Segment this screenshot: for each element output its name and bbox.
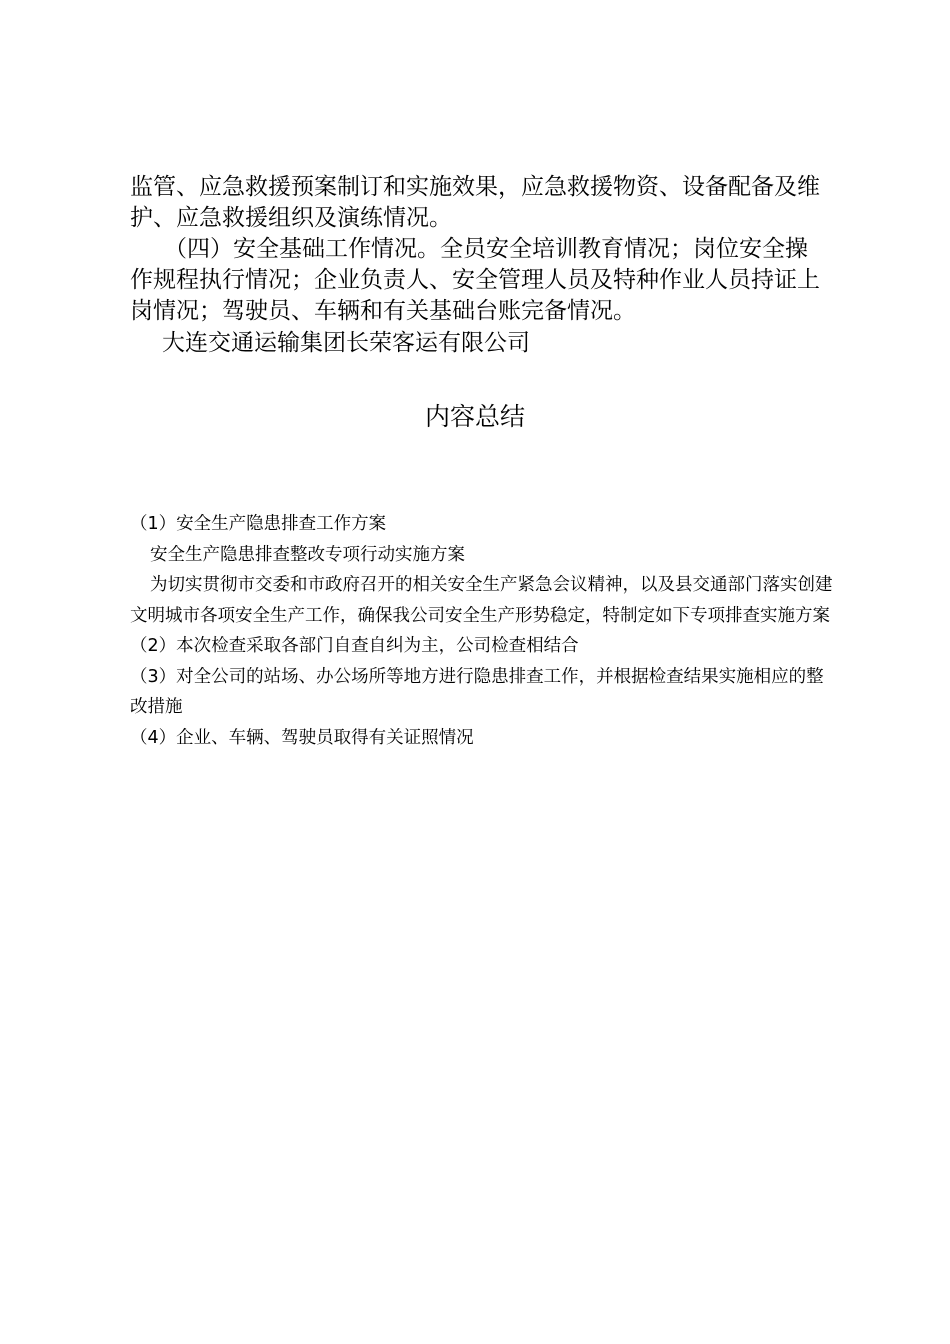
company-name: 大连交通运输集团长荣客运有限公司 [162,330,530,356]
summary-list [130,509,840,753]
paragraph-emergency-rescue: 监管、应急救援预案制订和实施效果，应急救援物资、设备配备及维护、应急救援组织及演练情况。 [130,174,820,231]
summary-title: 内容总结 [424,402,525,431]
summary-item-2: （2）本次检查采取各部门自查自纠为主，公司检查相结合 [130,636,579,656]
paragraph-safety-basics: （四）安全基础工作情况。全员安全培训教育情况；岗位安全操作规程执行情况；企业负责人、安全管理人员及特种作业人员持证上岗情况；驾驶员、车辆和有关基础台账完备情况。 [130,236,820,324]
body-text-block [130,172,830,327]
summary-item-intro: 为切实贯彻市交委和市政府召开的相关安全生产紧急会议精神，以及县交通部门落实创建文明城市各项安全生产工作，确保我公司安全生产形势稳定，特制定如下专项排查实施方案 [130,575,833,626]
summary-item-subtitle: 安全生产隐患排查整改专项行动实施方案 [150,544,465,565]
summary-item-1: （1）安全生产隐患排查工作方案 [130,514,387,534]
summary-item-3: （3）对全公司的站场、办公场所等地方进行隐患排查工作，并根据检查结果实施相应的整改措施 [130,666,824,717]
summary-item-4: （4）企业、车辆、驾驶员取得有关证照情况 [130,727,474,748]
